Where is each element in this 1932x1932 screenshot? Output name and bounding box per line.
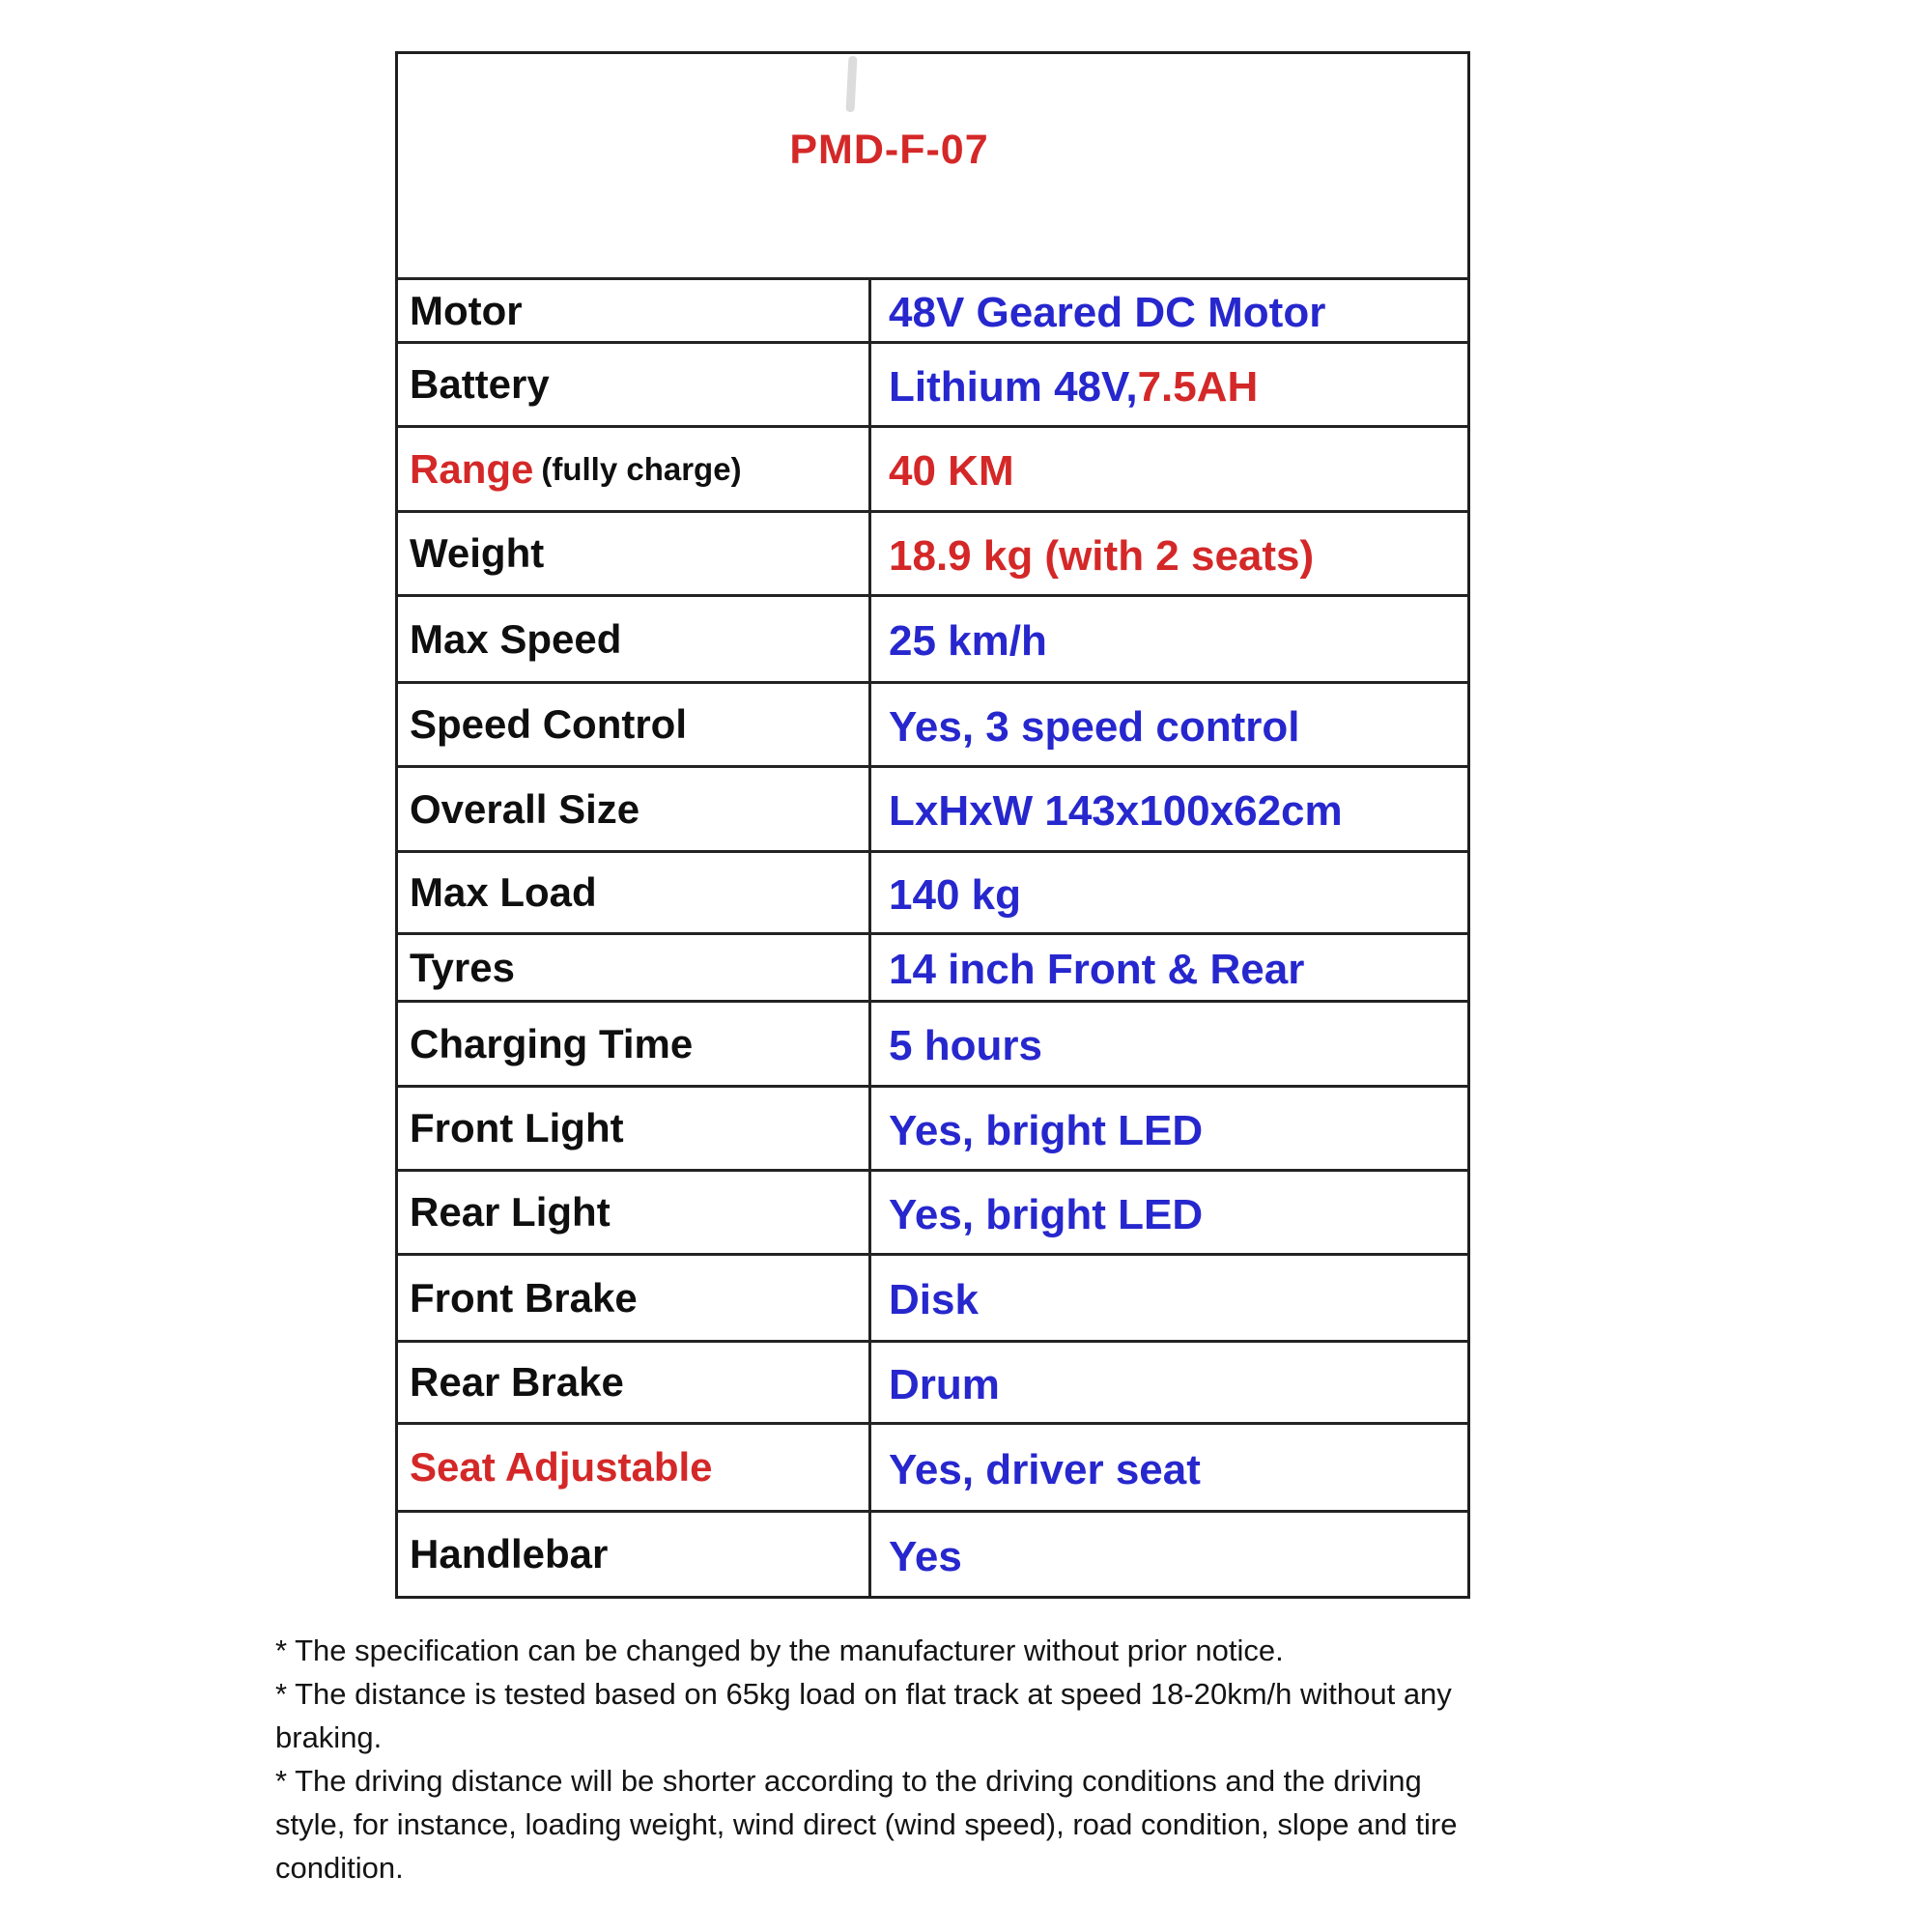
spec-row-motor	[398, 277, 1467, 341]
spec-row-front-light	[398, 1085, 1467, 1169]
spec-value: Yes	[889, 1532, 962, 1580]
spec-label: Range (fully charge)	[398, 428, 871, 510]
footnote-line: braking.	[275, 1720, 383, 1754]
footnote-line: * The distance is tested based on 65kg load on flat track at speed 18-20km/h without any	[275, 1677, 1452, 1711]
spec-label: Front Brake	[398, 1256, 871, 1340]
spec-label: Tyres	[398, 935, 871, 1000]
footnote-line: * The specification can be changed by the manufacturer without prior notice.	[275, 1634, 1284, 1667]
footnote-line: style, for instance, loading weight, wind direct (wind speed), road condition, slope and tire	[275, 1807, 1458, 1841]
spec-value: 25 km/h	[889, 617, 1047, 665]
spec-value: Drum	[889, 1360, 1000, 1408]
table-header	[398, 54, 1467, 277]
spec-value: Lithium 48V, 7.5AH	[889, 362, 1259, 411]
spec-row-rear-brake	[398, 1340, 1467, 1422]
spec-value: 140 kg	[889, 870, 1021, 919]
spec-label: Weight	[398, 513, 871, 594]
spec-label: Speed Control	[398, 684, 871, 765]
footnote-line: condition.	[275, 1851, 404, 1885]
spec-row-speed-control	[398, 681, 1467, 765]
spec-label: Charging Time	[398, 1003, 871, 1085]
spec-value: LxHxW 143x100x62cm	[889, 787, 1343, 835]
spec-row-range	[398, 425, 1467, 510]
model-title: PMD-F-07	[789, 127, 989, 173]
spec-value: 14 inch Front & Rear	[889, 946, 1305, 993]
spec-row-seat-adjustable	[398, 1422, 1467, 1510]
footnote-line: * The driving distance will be shorter according to the driving conditions and the driving	[275, 1764, 1422, 1798]
spec-label: Seat Adjustable	[398, 1425, 871, 1510]
spec-value: 18.9 kg (with 2 seats)	[889, 531, 1315, 580]
spec-value: 5 hours	[889, 1022, 1042, 1069]
spec-label: Rear Light	[398, 1172, 871, 1253]
spec-label: Battery	[398, 344, 871, 425]
scan-artifact	[845, 56, 857, 112]
spec-row-max-speed	[398, 594, 1467, 681]
spec-table	[395, 51, 1470, 1599]
spec-label: Overall Size	[398, 768, 871, 850]
spec-row-weight	[398, 510, 1467, 594]
spec-label: Max Speed	[398, 597, 871, 681]
spec-rows	[398, 277, 1467, 1596]
spec-label: Handlebar	[398, 1513, 871, 1596]
spec-label: Motor	[398, 280, 871, 341]
spec-value: Yes, bright LED	[889, 1190, 1204, 1238]
spec-row-front-brake	[398, 1253, 1467, 1340]
spec-label: Rear Brake	[398, 1343, 871, 1422]
spec-row-overall-size	[398, 765, 1467, 850]
spec-value: Disk	[889, 1276, 979, 1323]
spec-label: Front Light	[398, 1088, 871, 1169]
spec-value: Yes, driver seat	[889, 1445, 1201, 1493]
spec-value: Yes, bright LED	[889, 1106, 1204, 1154]
spec-value: 40 KM	[889, 447, 1014, 495]
spec-value: Yes, 3 speed control	[889, 702, 1300, 751]
spec-value: 48V Geared DC Motor	[889, 289, 1326, 336]
spec-label: Max Load	[398, 853, 871, 932]
spec-row-tyres	[398, 932, 1467, 1000]
spec-row-battery	[398, 341, 1467, 425]
spec-row-max-load	[398, 850, 1467, 932]
spec-row-charging-time	[398, 1000, 1467, 1085]
spec-row-rear-light	[398, 1169, 1467, 1253]
footnotes	[275, 1629, 1686, 1889]
spec-row-handlebar	[398, 1510, 1467, 1596]
